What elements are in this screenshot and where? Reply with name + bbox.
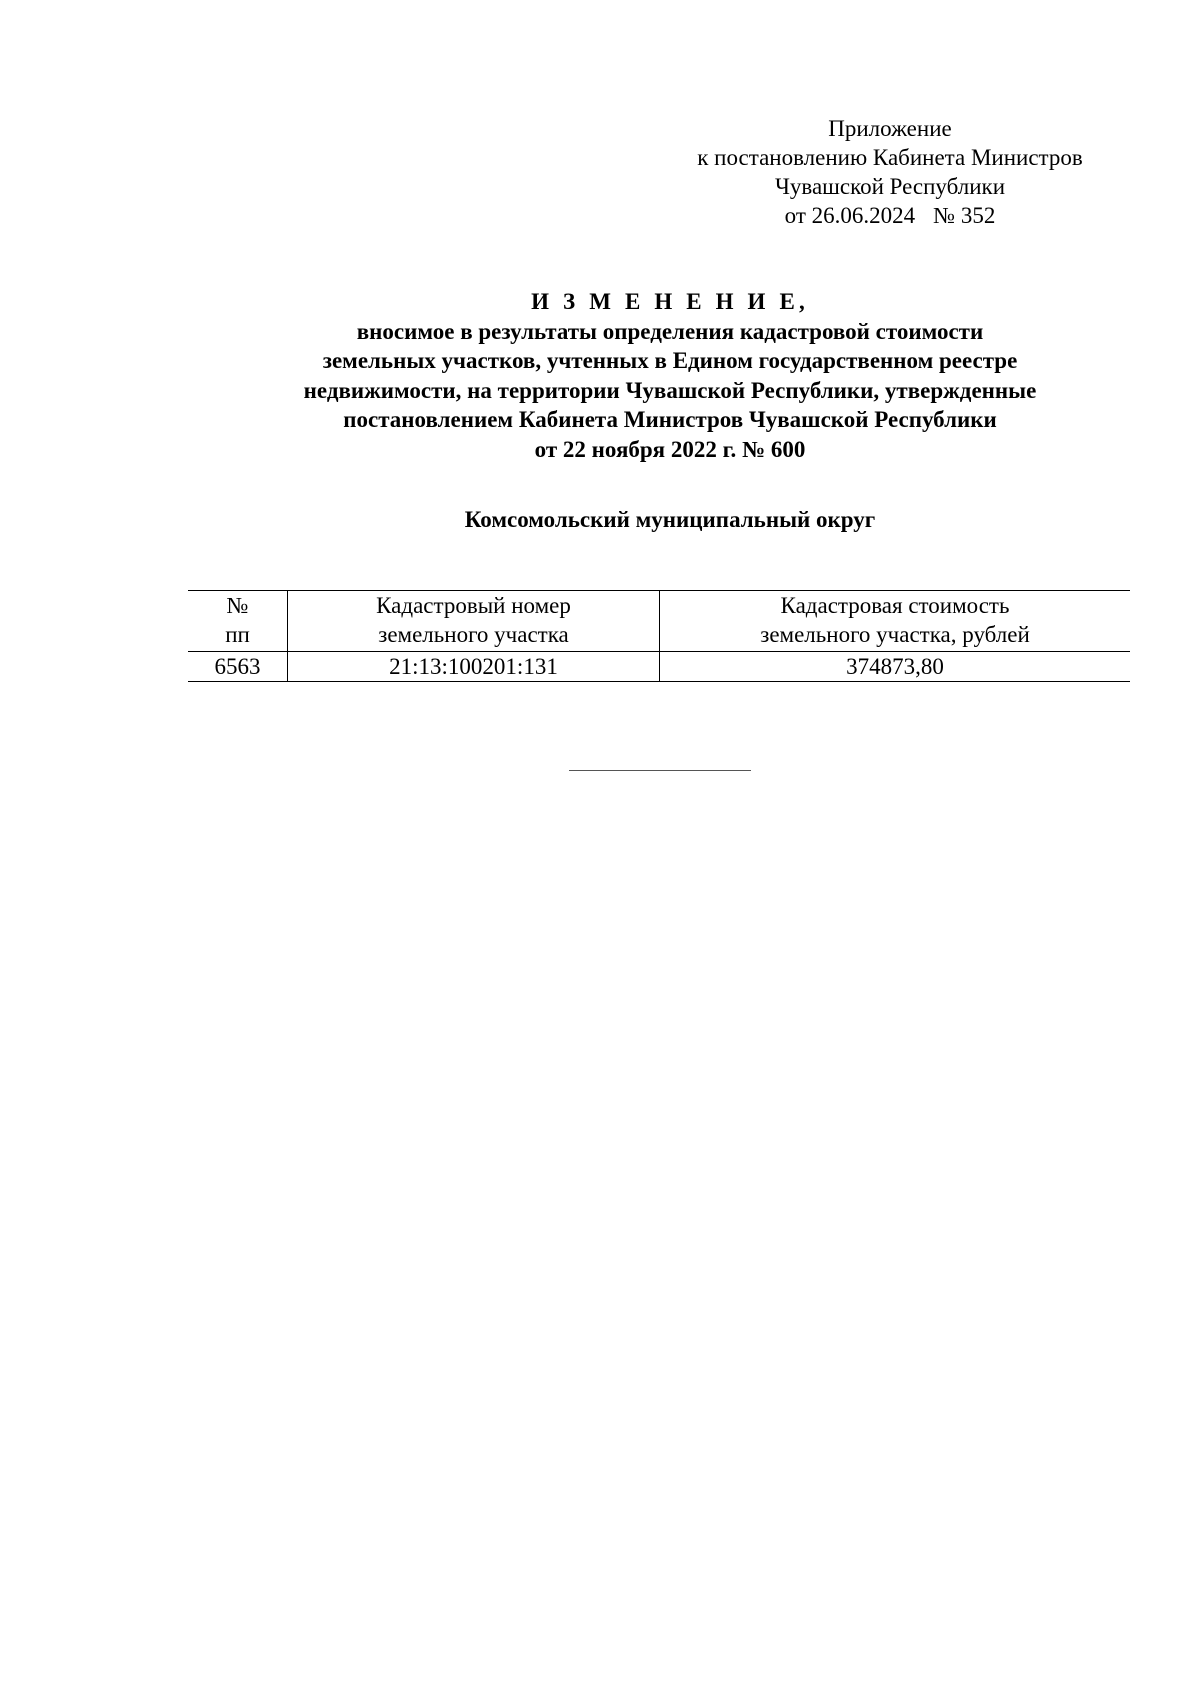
appendix-label: Приложение xyxy=(828,116,952,141)
header-cadastral-number xyxy=(288,591,660,652)
cell-cadastral-number: 21:13:100201:131 xyxy=(288,652,660,682)
heading-line: от 22 ноября 2022 г. № 600 xyxy=(534,436,806,462)
header-text: Кадастровый номер xyxy=(376,593,571,618)
header-text: № xyxy=(226,593,249,618)
cell-row-number: 6563 xyxy=(188,652,288,682)
appendix-number: № 352 xyxy=(933,203,996,228)
appendix-authority: Чувашской Республики xyxy=(774,174,1006,199)
header-cadastral-value xyxy=(660,591,1131,652)
appendix-reference: к постановлению Кабинета Министров xyxy=(697,145,1083,170)
table-row xyxy=(188,652,1130,682)
document-title: И З М Е Н Е Н И Е, xyxy=(531,289,809,314)
header-text: пп xyxy=(225,622,250,647)
heading-line: земельных участков, учтенных в Едином государственном реестре xyxy=(322,348,1018,373)
header-text: земельного участка, рублей xyxy=(760,622,1030,647)
heading-line: постановлением Кабинета Министров Чувашской Республики xyxy=(343,407,997,432)
appendix-date-number xyxy=(660,201,1120,230)
appendix-block xyxy=(660,114,1120,230)
document-heading xyxy=(120,287,1200,464)
heading-line: недвижимости, на территории Чувашской Республики, утвержденные xyxy=(303,377,1037,403)
cell-cadastral-value: 374873,80 xyxy=(660,652,1131,682)
end-of-document-rule xyxy=(569,770,751,771)
header-text: земельного участка xyxy=(378,622,569,647)
district-title: Комсомольский муниципальный округ xyxy=(464,507,876,532)
header-text: Кадастровая стоимость xyxy=(780,593,1010,618)
appendix-date: от 26.06.2024 xyxy=(784,203,916,228)
header-row-number xyxy=(188,591,288,652)
cadastral-table xyxy=(188,590,1130,682)
table-header-row xyxy=(188,591,1130,652)
heading-line: вносимое в результаты определения кадастровой стоимости xyxy=(356,318,984,344)
